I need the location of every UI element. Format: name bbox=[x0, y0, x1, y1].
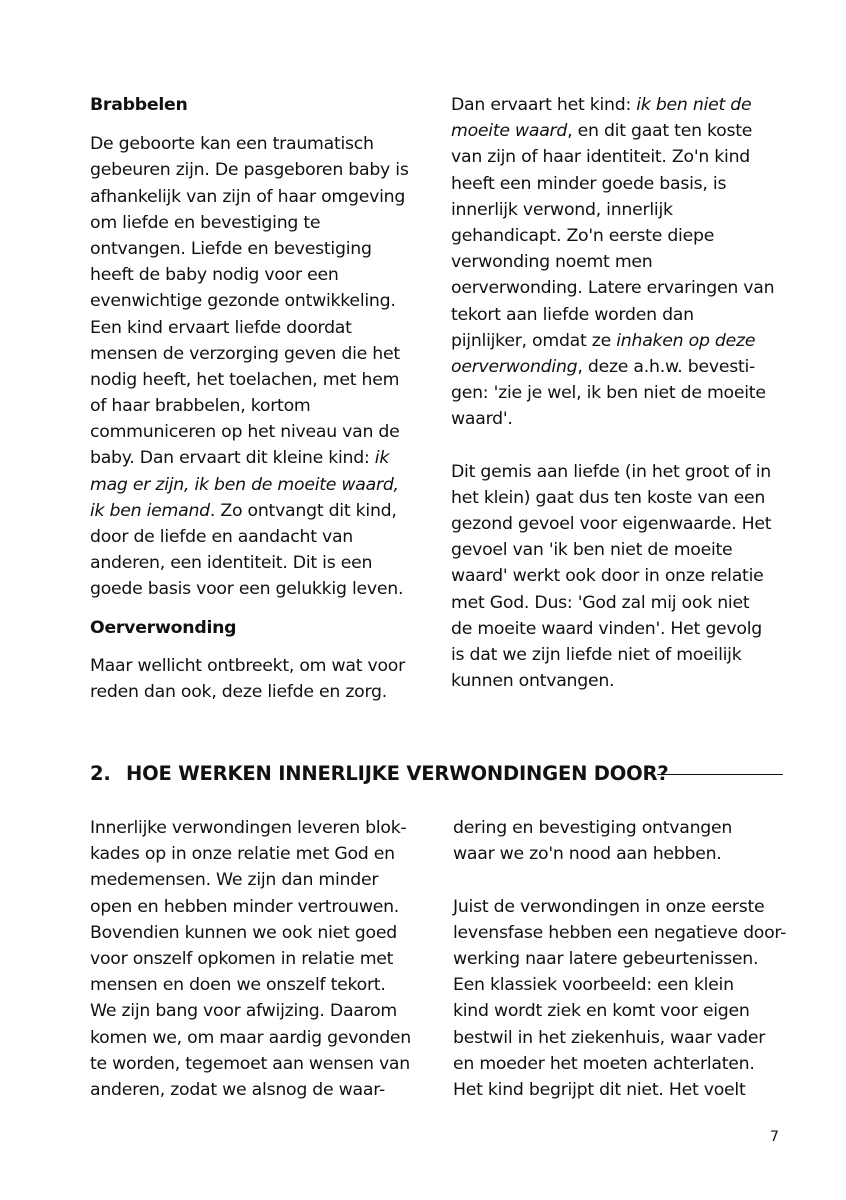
paragraph bbox=[453, 894, 793, 1104]
spacer bbox=[90, 641, 430, 653]
text-line: We zijn bang voor afwijzing. Daarom bbox=[90, 1001, 398, 1022]
spacer bbox=[90, 118, 430, 131]
text-line: het klein) gaat dus ten koste van een bbox=[451, 487, 766, 508]
italic-text: moeite waard bbox=[451, 121, 568, 142]
text-line: anderen, een identiteit. Dit is een bbox=[90, 553, 373, 574]
text-segment: , deze a.h.w. bevesti- bbox=[577, 356, 756, 377]
text-line: bestwil in het ziekenhuis, waar vader bbox=[453, 1027, 766, 1048]
text-segment: Dan ervaart het kind: bbox=[451, 95, 637, 115]
text-line: Dit gemis aan liefde (in het groot of in bbox=[451, 461, 772, 482]
text-line: communiceren op het niveau van de bbox=[90, 422, 400, 443]
top-right-column bbox=[451, 92, 791, 694]
bottom-left-column bbox=[90, 815, 430, 1103]
text-line bbox=[451, 328, 791, 354]
text-line: gebeuren zijn. De pasgeboren baby is bbox=[90, 160, 409, 181]
text-line: afhankelijk van zijn of haar omgeving bbox=[90, 186, 406, 207]
text-line: gevoel van 'ik ben niet de moeite bbox=[451, 540, 733, 561]
text-line: om liefde en bevestiging te bbox=[90, 212, 321, 233]
text-line: te worden, tegemoet aan wensen van bbox=[90, 1053, 410, 1074]
text-line bbox=[90, 445, 430, 471]
text-line: gehandicapt. Zo'n eerste diepe bbox=[451, 225, 715, 246]
text-line: goede basis voor een gelukkig leven. bbox=[90, 579, 404, 600]
text-line: nodig heeft, het toelachen, met hem bbox=[90, 369, 400, 390]
section-heading bbox=[90, 760, 668, 788]
text-line: heeft de baby nodig voor een bbox=[90, 265, 339, 286]
italic-text-line: mag er zijn, ik ben de moeite waard, bbox=[90, 474, 399, 495]
text-line: innerlijk verwond, innerlijk bbox=[451, 199, 673, 220]
text-line: waar we zo'n nood aan hebben. bbox=[453, 844, 722, 865]
text-segment: , en dit gaat ten koste bbox=[567, 121, 753, 142]
text-line: ontvangen. Liefde en bevestiging bbox=[90, 238, 372, 259]
text-line bbox=[451, 118, 791, 144]
paragraph-brabbelen bbox=[90, 131, 430, 602]
text-line: reden dan ook, deze liefde en zorg. bbox=[90, 681, 387, 702]
text-line: mensen de verzorging geven die het bbox=[90, 343, 400, 364]
spacer bbox=[451, 432, 791, 458]
section-number: 2. bbox=[90, 762, 111, 785]
text-line: waard'. bbox=[451, 409, 513, 430]
text-line: Een klassiek voorbeeld: een klein bbox=[453, 975, 734, 996]
text-segment: . Zo ontvangt dit kind, bbox=[209, 500, 397, 521]
section-title: HOE WERKEN INNERLIJKE VERWONDINGEN DOOR? bbox=[126, 762, 669, 785]
subheading-brabbelen: Brabbelen bbox=[90, 95, 188, 115]
text-line: door de liefde en aandacht van bbox=[90, 527, 353, 547]
text-line: kades op in onze relatie met God en bbox=[90, 844, 395, 865]
text-line bbox=[451, 92, 791, 118]
top-left-column bbox=[90, 92, 430, 705]
page-number: 7 bbox=[770, 1129, 779, 1145]
paragraph bbox=[453, 815, 793, 867]
text-line: oerverwonding. Latere ervaringen van bbox=[451, 278, 775, 299]
text-line: voor onszelf opkomen in relatie met bbox=[90, 948, 394, 969]
text-line: komen we, om maar aardig gevonden bbox=[90, 1027, 412, 1048]
paragraph bbox=[90, 815, 430, 1103]
text-line: met God. Dus: 'God zal mij ook niet bbox=[451, 592, 750, 613]
text-line: kind wordt ziek en komt voor eigen bbox=[453, 1001, 750, 1022]
text-line: waard' werkt ook door in onze relatie bbox=[451, 566, 764, 587]
text-line: of haar brabbelen, kortom bbox=[90, 396, 311, 417]
text-line: de moeite waard vinden'. Het gevolg bbox=[451, 618, 763, 639]
text-line: evenwichtige gezonde ontwikkeling. bbox=[90, 291, 396, 312]
italic-text: ik ben iemand bbox=[90, 500, 210, 521]
text-line: De geboorte kan een traumatisch bbox=[90, 134, 374, 155]
spacer bbox=[90, 603, 430, 615]
text-line: en moeder het moeten achterlaten. bbox=[453, 1053, 755, 1074]
paragraph-oerverwonding bbox=[90, 653, 430, 705]
text-line: is dat we zijn liefde niet of moeilijk bbox=[451, 644, 742, 665]
italic-text: oerverwonding bbox=[451, 356, 578, 377]
subheading-oerverwonding: Oerverwonding bbox=[90, 617, 237, 638]
text-line: Maar wellicht ontbreekt, om wat voor bbox=[90, 655, 405, 676]
text-line: Bovendien kunnen we ook niet goed bbox=[90, 922, 397, 943]
text-line: mensen en doen we onszelf tekort. bbox=[90, 975, 386, 996]
text-segment: baby. Dan ervaart dit kleine kind: bbox=[90, 448, 375, 469]
text-line: Innerlijke verwondingen leveren blok- bbox=[90, 818, 407, 838]
text-line: Het kind begrijpt dit niet. Het voelt bbox=[453, 1079, 746, 1100]
paragraph bbox=[451, 459, 791, 695]
paragraph bbox=[451, 92, 791, 432]
text-line: tekort aan liefde worden dan bbox=[451, 304, 694, 325]
text-line: werking naar latere gebeurtenissen. bbox=[453, 948, 759, 969]
italic-text: inhaken op deze bbox=[616, 330, 756, 351]
text-line: levensfase hebben een negatieve door- bbox=[453, 922, 787, 943]
spacer bbox=[453, 867, 793, 893]
text-line: van zijn of haar identiteit. Zo'n kind bbox=[451, 147, 751, 168]
italic-text: ik bbox=[374, 448, 390, 469]
text-line bbox=[451, 354, 791, 380]
text-line: kunnen ontvangen. bbox=[451, 671, 615, 692]
text-line: Juist de verwondingen in onze eerste bbox=[453, 896, 765, 917]
text-line: anderen, zodat we alsnog de waar- bbox=[90, 1079, 385, 1100]
heading-rule bbox=[657, 774, 783, 775]
text-line: gen: 'zie je wel, ik ben niet de moeite bbox=[451, 383, 766, 404]
text-line: open en hebben minder vertrouwen. bbox=[90, 896, 400, 917]
text-line: medemensen. We zijn dan minder bbox=[90, 870, 379, 891]
text-line bbox=[90, 498, 430, 524]
bottom-right-column bbox=[453, 815, 793, 1103]
italic-text: ik ben niet de bbox=[636, 95, 752, 115]
text-line: verwonding noemt men bbox=[451, 252, 653, 273]
text-segment: pijnlijker, omdat ze bbox=[451, 330, 617, 351]
text-line: heeft een minder goede basis, is bbox=[451, 173, 727, 194]
text-line: Een kind ervaart liefde doordat bbox=[90, 317, 352, 338]
text-line: dering en bevestiging ontvangen bbox=[453, 818, 733, 838]
text-line: gezond gevoel voor eigenwaarde. Het bbox=[451, 514, 772, 534]
